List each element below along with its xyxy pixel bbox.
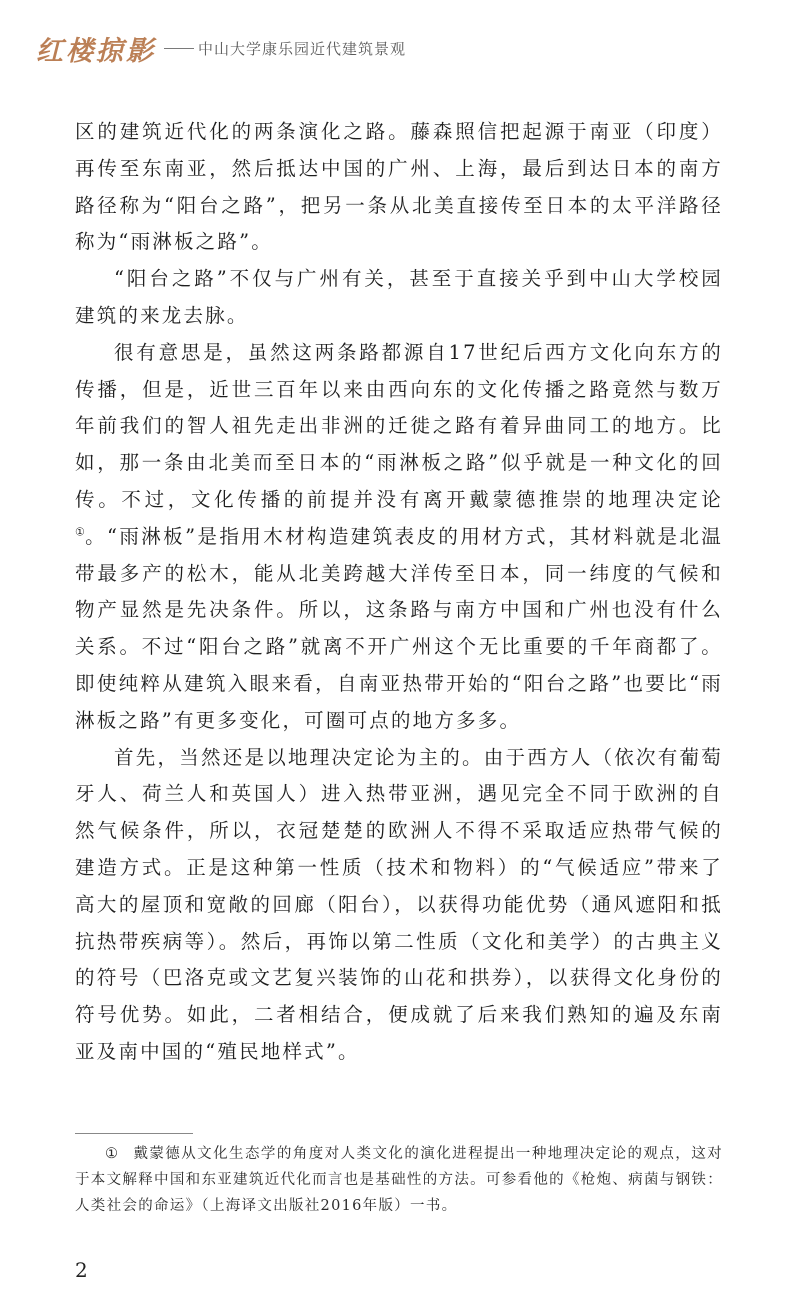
footnote-divider [75,1133,193,1134]
paragraph-4: 首先，当然还是以地理决定论为主的。由于西方人（依次有葡萄牙人、荷兰人和英国人）进入热带亚洲，遇见完全不同于欧洲的自然气候条件，所以，衣冠楚楚的欧洲人不得不采取适应热带气候的建造方式。正是这种第一性质（技术和物料）的“气候适应”带来了高大的屋顶和宽敞的回廊（阳台），以获得功能优势（通风遮阳和抵抗热带疾病等）。然后，再饰以第二性质（文化和美学）的古典主义的符号（巴洛克或文艺复兴装饰的山花和拱券），以获得文化身份的符号优势。如此，二者相结合，便成就了后来我们熟知的遍及东南亚及南中国的“殖民地样式”。 [75,745,723,1063]
book-title-logo: 红楼掠影 [36,35,156,67]
paragraph-3-part-a: 很有意思是，虽然这两条路都源自17世纪后西方文化向东方的传播，但是，近世三百年以来由西向东的文化传播之路竟然与数万年前我们的智人祖先走出非洲的迁徙之路有着异曲同工的地方。比如，那一条由北美而至日本的“雨淋板之路”似乎就是一种文化的回传。不过，文化传播的前提并没有离开戴蒙德推崇的地理决定论 [75,340,723,511]
footnote [75,1141,723,1219]
paragraph-1: 区的建筑近代化的两条演化之路。藤森照信把起源于南亚（印度）再传至东南亚，然后抵达中国的广州、上海，最后到达日本的南方路径称为“阳台之路”，把另一条从北美直接传至日本的太平洋路径称为“雨淋板之路”。 [75,120,723,254]
footnote-text: 戴蒙德从文化生态学的角度对人类文化的演化进程提出一种地理决定论的观点，这对于本文解释中国和东亚建筑近代化而言也是基础性的方法。可参看他的《枪炮、病菌与钢铁：人类社会的命运》（上海译文出版社2016年版）一书。 [75,1146,723,1214]
footnote-reference[interactable]: ① [75,525,86,539]
paragraph-3-part-b: 。“雨淋板”是指用木材构造建筑表皮的用材方式，其材料就是北温带最多产的松木，能从北美跨越大洋传至日本，同一纬度的气候和物产显然是先决条件。所以，这条路与南方中国和广州也没有什么关系。不过“阳台之路”就离不开广州这个无比重要的千年商都了。即使纯粹从建筑入眼来看，自南亚热带开始的“阳台之路”也要比“雨淋板之路”有更多变化，可圈可点的地方多多。 [75,524,723,732]
book-subtitle: 中山大学康乐园近代建筑景观 [198,39,407,58]
header-dash [164,48,194,49]
paragraph-3 [75,335,723,740]
body-text [75,114,723,1071]
running-header [36,28,406,68]
footnote-marker: ① [105,1146,120,1162]
page-number: 2 [75,1258,88,1282]
paragraph-2: “阳台之路”不仅与广州有关，甚至于直接关乎到中山大学校园建筑的来龙去脉。 [75,267,723,327]
